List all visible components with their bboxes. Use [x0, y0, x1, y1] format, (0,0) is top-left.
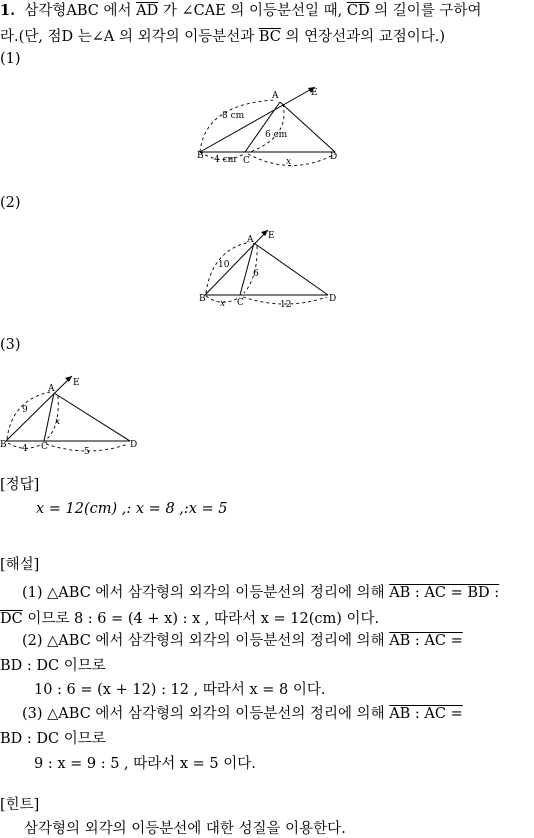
segment-ad: $\overline{AD}$ — [136, 3, 159, 19]
point-e: E — [311, 88, 318, 98]
solution-1-line-1 — [22, 584, 499, 602]
line-a-d — [254, 243, 328, 295]
solution-1-conclusion: 이므로 8 : 6 = (4 + x) : x , 따라서 x = 12(cm) 이다. — [22, 611, 380, 627]
line-b-e — [200, 87, 315, 152]
solution-2-ratio: AB : AC = — [389, 633, 463, 649]
diagram-3 — [0, 370, 534, 460]
length-bc: x — [220, 299, 226, 309]
line-c-a — [240, 243, 254, 295]
solution-3-line-2: BD : DC 이므로 — [0, 731, 106, 747]
point-a: A — [272, 91, 279, 101]
point-b: B — [197, 151, 204, 161]
answer-text: x = 12(cm) ,: x = 8 ,:x = 5 — [36, 501, 228, 517]
solution-1-line-2 — [0, 610, 379, 628]
problem-text-2b: 의 연장선과의 교점이다.) — [280, 29, 446, 45]
point-d: D — [329, 294, 337, 304]
arrow-e — [261, 230, 268, 236]
hint-text: 삼각형의 외각의 이등분선에 대한 성질을 이용한다. — [24, 821, 346, 837]
length-bc: 4 — [22, 444, 28, 454]
line-c-a — [245, 102, 280, 152]
length-cd: 12 — [280, 300, 292, 310]
part-1-label: (1) — [0, 51, 21, 67]
problem-number: 1. — [0, 2, 16, 19]
solution-3-line-3: 9 : x = 9 : 5 , 따라서 x = 5 이다. — [34, 756, 256, 772]
point-e: E — [73, 378, 80, 388]
solution-heading: [해설] — [0, 557, 40, 573]
line-b-e — [205, 230, 268, 295]
arrow-e — [65, 376, 72, 382]
solution-3-line-1 — [22, 705, 463, 723]
hint-heading: [힌트] — [0, 797, 40, 813]
problem-text-1b: 가 ∠CAE 의 이등분선일 때, — [158, 3, 347, 19]
point-b: B — [0, 440, 7, 450]
length-ab: 9 — [22, 405, 28, 415]
solution-2-line-1 — [22, 632, 463, 650]
arc-ab — [7, 392, 50, 439]
point-e: E — [268, 231, 275, 241]
solution-3-ratio: AB : AC = — [389, 706, 463, 722]
line-a-d — [280, 102, 335, 152]
length-ac: x — [55, 417, 61, 427]
length-ac: 6 — [253, 269, 259, 279]
point-d: D — [130, 440, 138, 450]
length-cd: x — [286, 157, 292, 167]
problem-line-2 — [0, 28, 445, 46]
point-c: C — [243, 156, 250, 166]
part-2-label: (2) — [0, 195, 21, 211]
point-a: A — [247, 235, 254, 245]
line-c-a — [44, 393, 54, 441]
line-b-e — [6, 376, 72, 441]
problem-text-2a: 라.(단, 점D 는∠A 의 외각의 이등분선과 — [0, 29, 259, 45]
length-cd: 5 — [84, 447, 90, 457]
point-c: C — [41, 442, 48, 452]
segment-cd: $\overline{CD}$ — [346, 3, 370, 19]
solution-1-ratio: AB : AC = BD : — [389, 585, 500, 601]
line-a-d — [54, 393, 130, 441]
solution-2-text: (2) △ABC 에서 삼각형의 외각의 이등분선의 정리에 의해 — [22, 633, 390, 649]
length-ab: 10 — [218, 260, 230, 270]
arc-cd — [248, 152, 338, 166]
segment-dc: $\overline{DC}$ — [0, 611, 23, 627]
problem-line-1 — [0, 2, 481, 20]
point-c: C — [237, 298, 244, 308]
length-ab: 8 cm — [222, 111, 245, 121]
arc-ac — [250, 104, 284, 152]
diagram-1 — [0, 82, 534, 172]
diagram-2 — [0, 222, 534, 312]
problem-text-1c: 의 길이를 구하여 — [369, 3, 482, 19]
solution-2-line-2: BD : DC 이므로 — [0, 658, 106, 674]
point-d: D — [330, 152, 338, 162]
problem-text-1a: 삼각형ABC 에서 — [24, 3, 137, 19]
segment-bc: $\overline{BC}$ — [258, 29, 281, 45]
point-b: B — [199, 294, 206, 304]
solution-1-text: (1) △ABC 에서 삼각형의 외각의 이등분선의 정리에 의해 — [22, 585, 390, 601]
length-bc: 4 cm — [214, 155, 237, 165]
answer-heading: [정답] — [0, 477, 40, 493]
length-ac: 6 cm — [265, 130, 288, 140]
solution-2-line-3: 10 : 6 = (x + 12) : 12 , 따라서 x = 8 이다. — [34, 682, 326, 698]
solution-3-text: (3) △ABC 에서 삼각형의 외각의 이등분선의 정리에 의해 — [22, 706, 390, 722]
point-a: A — [48, 384, 55, 394]
part-3-label: (3) — [0, 337, 21, 353]
